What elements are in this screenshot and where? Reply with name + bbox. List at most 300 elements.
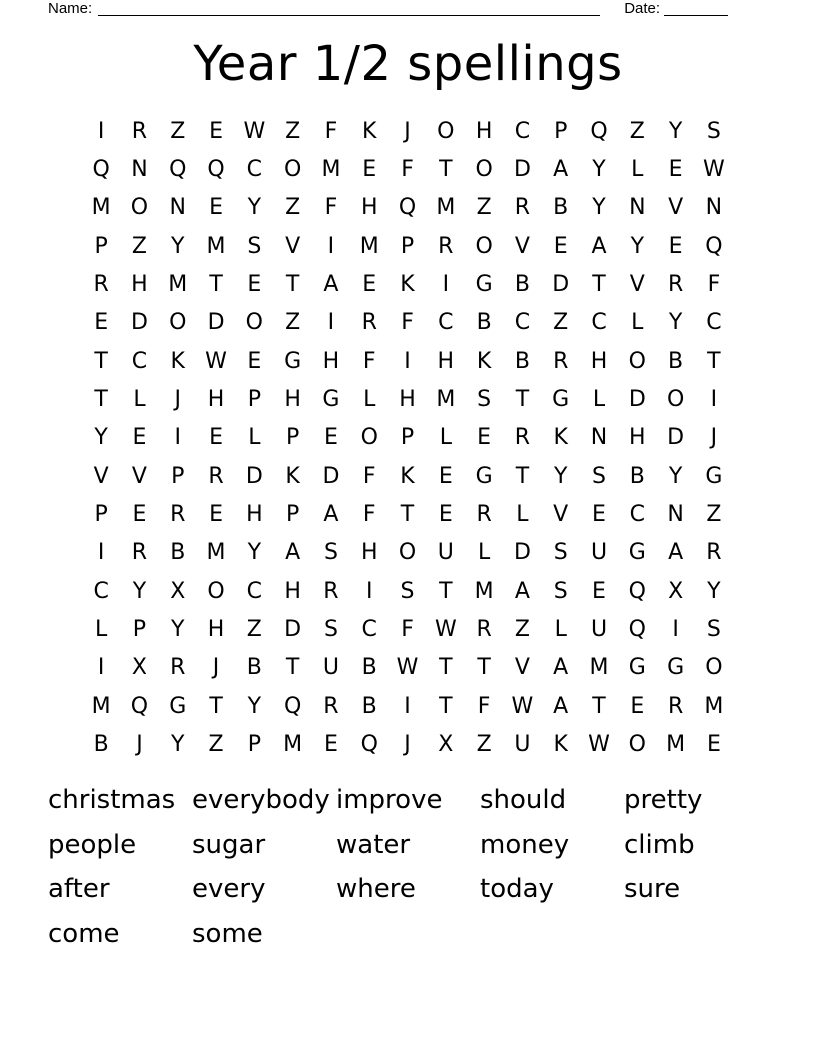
grid-cell: I [97,118,105,144]
grid-cell: E [438,502,453,528]
grid-cell: D [130,310,148,336]
word-list-item: after [48,874,110,904]
grid-cell: G [169,693,187,719]
grid-cell: V [553,502,569,528]
grid-cell: T [592,693,606,719]
grid-cell: O [283,157,302,183]
grid-cell: V [93,463,109,489]
grid-cell: O [398,540,417,566]
grid-cell: R [514,425,531,451]
word-list-item: some [192,918,263,949]
grid-cell: Z [285,310,301,336]
grid-cell: Q [398,195,417,221]
grid-cell: Y [247,540,262,566]
grid-cell: P [94,502,108,528]
grid-cell: Y [247,693,262,719]
grid-cell: R [667,693,684,719]
grid-cell: S [323,617,338,643]
grid-cell: D [245,463,263,489]
word-list-item: sure [624,874,681,904]
grid-cell: A [553,693,569,719]
grid-cell: U [322,655,339,681]
grid-cell: M [474,578,494,604]
grid-cell: C [706,310,722,336]
grid-cell: R [131,540,148,566]
grid-cell: V [514,233,530,259]
grid-cell: G [475,463,493,489]
grid-cell: T [94,387,108,413]
grid-cell: N [131,157,148,183]
grid-cell: Z [553,310,569,336]
grid-cell: S [706,617,721,643]
grid-cell: F [362,502,376,528]
grid-cell: Y [132,578,147,604]
grid-cell: B [93,732,109,758]
grid-cell: I [404,348,411,374]
grid-cell: X [170,578,186,604]
grid-cell: L [439,425,452,451]
grid-cell: W [396,655,419,681]
grid-cell: O [207,578,225,604]
grid-cell: D [207,310,225,336]
grid-cell: V [629,272,645,298]
grid-cell: Z [131,233,147,259]
grid-cell: M [283,732,303,758]
grid-cell: J [136,732,143,758]
grid-cell: R [553,348,569,374]
grid-cell: X [131,655,147,681]
grid-cell: M [704,693,724,719]
grid-cell: S [706,118,721,144]
grid-cell: L [516,502,529,528]
grid-cell: S [323,540,338,566]
grid-cell: V [668,195,684,221]
grid-cell: H [360,195,378,221]
grid-cell: N [629,195,646,221]
grid-cell: S [553,540,568,566]
grid-cell: L [631,310,644,336]
grid-cell: W [434,617,457,643]
grid-cell: A [285,540,301,566]
word-list-item: christmas [48,785,176,815]
grid-cell: T [439,693,453,719]
grid-cell: M [206,540,226,566]
grid-cell: R [476,502,492,528]
grid-cell: B [514,272,530,298]
grid-cell: F [324,118,338,144]
grid-cell: T [209,693,223,719]
grid-cell: T [94,348,108,374]
grid-cell: P [94,233,108,259]
grid-cell: C [131,348,148,374]
word-list-item: everybody [192,785,330,815]
grid-cell: Y [592,157,606,183]
grid-cell: I [365,578,373,604]
grid-cell: K [476,348,492,374]
grid-cell: I [327,310,335,336]
grid-cell: R [361,310,377,336]
grid-cell: J [710,425,718,451]
grid-cell: Q [628,617,646,643]
name-field[interactable] [98,0,600,16]
grid-cell: O [628,732,646,758]
grid-cell: H [437,348,455,374]
grid-cell: H [207,387,225,413]
grid-cell: E [209,502,223,528]
grid-cell: B [361,693,377,719]
grid-cell: O [705,655,723,681]
grid-cell: A [323,502,339,528]
grid-cell: B [361,655,377,681]
grid-cell: T [439,655,453,681]
grid-cell: O [666,387,685,413]
grid-cell: B [514,348,530,374]
grid-cell: W [511,693,534,719]
grid-cell: T [285,655,300,681]
grid-cell: U [590,540,608,566]
grid-cell: T [515,463,530,489]
grid-cell: L [554,617,567,643]
grid-cell: U [590,617,608,643]
grid-cell: E [477,425,492,451]
grid-cell: U [514,732,531,758]
grid-cell: B [476,310,492,336]
word-list [48,778,768,956]
grid-cell: C [514,118,531,144]
grid-cell: V [514,655,530,681]
grid-cell: T [707,348,721,374]
grid-cell: P [400,425,415,451]
page-title: Year 1/2 spellings [193,36,623,92]
grid-cell: A [591,233,607,259]
grid-cell: W [205,348,227,374]
grid-cell: T [209,272,223,298]
grid-cell: F [401,617,414,643]
grid-cell: L [363,387,376,413]
grid-cell: M [589,655,609,681]
grid-cell: Q [92,157,110,183]
grid-cell: Z [514,617,530,643]
grid-cell: N [169,195,186,221]
grid-cell: P [132,617,147,643]
grid-cell: F [477,693,491,719]
grid-cell: L [133,387,146,413]
grid-cell: D [284,617,302,643]
grid-cell: R [170,655,186,681]
grid-cell: J [174,387,181,413]
grid-cell: K [553,425,568,451]
grid-cell: J [404,118,411,144]
grid-cell: Z [706,502,722,528]
grid-cell: F [707,272,721,298]
grid-cell: L [95,617,108,643]
letter-grid [82,112,733,764]
grid-cell: Y [171,617,185,643]
grid-cell: B [629,463,645,489]
grid-cell: P [285,425,300,451]
grid-cell: A [553,157,569,183]
grid-cell: N [590,425,608,451]
grid-cell: I [327,233,335,259]
grid-cell: Q [169,157,187,183]
grid-cell: Q [360,732,378,758]
grid-cell: I [97,540,105,566]
grid-cell: Y [171,732,185,758]
grid-cell: Q [130,693,149,719]
grid-cell: I [672,617,679,643]
word-list-item: should [480,785,567,815]
word-list-item: where [336,874,416,904]
grid-cell: D [513,540,531,566]
grid-cell: B [246,655,262,681]
grid-cell: R [93,272,109,298]
grid-cell: K [285,463,300,489]
grid-cell: U [437,540,454,566]
grid-cell: G [322,387,340,413]
grid-cell: E [209,118,223,144]
grid-cell: H [131,272,148,298]
grid-cell: R [514,195,531,221]
grid-cell: Y [247,195,262,221]
grid-cell: S [553,578,568,604]
grid-cell: E [362,272,377,298]
grid-cell: O [475,157,493,183]
grid-cell: N [667,502,684,528]
grid-cell: H [399,387,416,413]
grid-cell: Y [553,463,568,489]
word-list-item: water [336,829,411,860]
grid-cell: I [404,693,411,719]
grid-cell: O [628,348,646,374]
grid-cell: C [361,617,377,643]
grid-cell: M [168,272,188,298]
grid-cell: C [591,310,607,336]
grid-cell: D [667,425,685,451]
grid-cell: O [169,310,187,336]
grid-cell: D [628,387,646,413]
grid-cell: W [588,732,610,758]
grid-cell: H [246,502,263,528]
grid-cell: Z [208,732,224,758]
grid-cell: E [94,310,109,336]
grid-cell: G [628,540,646,566]
grid-cell: Q [705,233,723,259]
grid-cell: T [400,502,415,528]
grid-cell: G [705,463,723,489]
grid-cell: M [436,387,456,413]
grid-cell: K [362,118,377,144]
grid-cell: C [246,157,263,183]
grid-cell: I [174,425,181,451]
grid-cell: Z [170,118,186,144]
grid-cell: E [592,502,606,528]
grid-cell: S [400,578,415,604]
grid-cell: G [284,348,302,374]
grid-cell: P [247,732,261,758]
grid-cell: H [284,387,301,413]
grid-cell: Z [476,732,492,758]
grid-cell: C [438,310,454,336]
grid-cell: H [629,425,646,451]
grid-cell: W [243,118,266,144]
word-list-item: every [192,874,266,904]
grid-cell: L [248,425,261,451]
grid-cell: H [322,348,340,374]
grid-cell: C [629,502,645,528]
grid-cell: B [553,195,569,221]
grid-cell: T [285,272,300,298]
grid-cell: M [206,233,226,259]
grid-cell: K [553,732,568,758]
grid-cell: Q [590,118,608,144]
grid-cell: T [515,387,530,413]
grid-cell: P [285,502,300,528]
grid-cell: C [246,578,263,604]
grid-cell: E [362,157,377,183]
grid-cell: R [476,617,492,643]
grid-cell: P [247,387,261,413]
grid-cell: K [400,463,415,489]
grid-cell: Z [246,617,262,643]
grid-cell: P [400,233,415,259]
grid-cell: E [668,233,683,259]
grid-cell: A [323,272,339,298]
grid-cell: R [323,693,339,719]
grid-cell: C [93,578,109,604]
word-list-item: people [48,829,137,860]
grid-cell: I [442,272,450,298]
grid-cell: Y [668,118,683,144]
grid-cell: Y [707,578,721,604]
word-list-item: climb [624,829,695,860]
grid-cell: E [438,463,453,489]
grid-cell: O [475,233,493,259]
grid-cell: F [362,348,376,374]
grid-cell: O [245,310,263,336]
word-list-item: sugar [192,829,266,860]
name-label: Name: [48,0,93,17]
grid-cell: D [513,157,531,183]
grid-cell: F [362,463,376,489]
grid-cell: Q [628,578,646,604]
grid-cell: Z [476,195,492,221]
grid-cell: G [628,655,646,681]
grid-cell: D [552,272,570,298]
grid-cell: E [668,157,683,183]
grid-cell: H [207,617,225,643]
grid-cell: H [360,540,378,566]
date-field[interactable] [664,0,728,16]
grid-cell: P [554,118,568,144]
grid-cell: E [247,272,262,298]
grid-cell: G [475,272,493,298]
grid-cell: Y [592,195,606,221]
grid-cell: P [171,463,185,489]
word-list-item: improve [336,785,443,815]
grid-cell: S [247,233,262,259]
grid-cell: E [592,578,606,604]
grid-cell: Z [285,118,301,144]
grid-cell: D [322,463,340,489]
grid-cell: Z [629,118,645,144]
word-list-item: pretty [624,785,703,815]
grid-cell: S [477,387,492,413]
grid-cell: E [132,502,147,528]
grid-cell: M [436,195,456,221]
grid-cell: M [321,157,341,183]
grid-cell: A [668,540,684,566]
grid-cell: R [170,502,186,528]
grid-cell: R [438,233,454,259]
grid-cell: T [477,655,491,681]
grid-cell: G [552,387,570,413]
grid-cell: H [475,118,493,144]
grid-cell: Z [285,195,301,221]
grid-cell: L [477,540,491,566]
grid-cell: L [592,387,606,413]
grid-cell: R [323,578,339,604]
grid-cell: Q [207,157,225,183]
grid-cell: M [666,732,686,758]
grid-cell: O [130,195,149,221]
grid-cell: E [323,732,338,758]
date-group [624,0,728,18]
grid-cell: M [359,233,379,259]
grid-cell: E [553,233,568,259]
grid-cell: Y [630,233,645,259]
word-list-item: come [48,918,120,949]
grid-cell: Y [171,233,185,259]
grid-cell: A [553,655,569,681]
grid-cell: E [209,195,223,221]
grid-cell: Y [668,463,683,489]
grid-cell: X [668,578,684,604]
date-label: Date: [624,0,661,17]
grid-cell: B [668,348,684,374]
grid-cell: J [212,655,220,681]
grid-cell: T [592,272,606,298]
grid-cell: K [400,272,415,298]
grid-cell: S [592,463,606,489]
grid-cell: C [514,310,531,336]
grid-cell: W [703,157,725,183]
grid-cell: J [404,732,411,758]
word-list-item: money [480,829,570,860]
grid-cell: T [439,157,453,183]
grid-cell: X [438,732,454,758]
grid-cell: H [284,578,301,604]
grid-cell: R [706,540,722,566]
grid-cell: G [667,655,685,681]
grid-cell: F [324,195,338,221]
header [48,0,748,20]
grid-cell: L [631,157,644,183]
grid-cell: F [401,310,414,336]
grid-cell: E [209,425,223,451]
grid-cell: I [710,387,718,413]
grid-cell: O [437,118,455,144]
grid-cell: Q [283,693,302,719]
grid-cell: I [97,655,105,681]
grid-cell: E [323,425,338,451]
grid-cell: E [247,348,262,374]
grid-cell: E [132,425,147,451]
grid-cell: R [667,272,684,298]
grid-cell: F [401,157,414,183]
grid-cell: E [706,732,721,758]
grid-cell: M [91,693,111,719]
grid-cell: T [439,578,453,604]
